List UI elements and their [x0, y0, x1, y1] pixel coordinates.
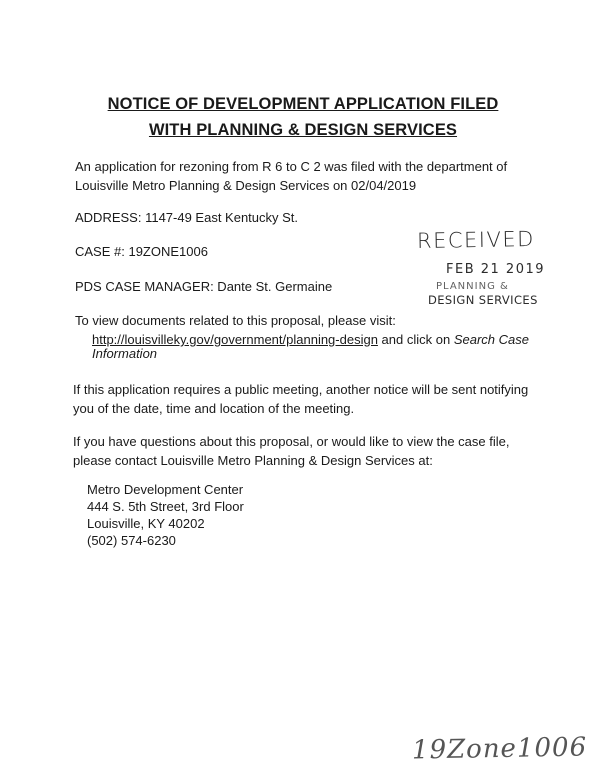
meeting-line2: you of the date, time and location of the meeting.: [73, 401, 355, 416]
docs-after-url: and click on: [377, 332, 454, 347]
case-manager: PDS CASE MANAGER: Dante St. Germaine: [75, 279, 333, 294]
stamp-dept-line2: DESIGN SERVICES: [428, 293, 538, 307]
contact-phone: (502) 574-6230: [87, 533, 176, 548]
stamp-date: FEB 21 2019: [446, 262, 546, 277]
notice-title-line1: NOTICE OF DEVELOPMENT APPLICATION FILED: [107, 95, 499, 113]
contact-street: 444 S. 5th Street, 3rd Floor: [87, 499, 244, 514]
notice-title-line2: WITH PLANNING & DESIGN SERVICES: [148, 121, 458, 139]
intro-line1: An application for rezoning from R 6 to C 2 was filed with the department of: [75, 159, 508, 174]
docs-link-line: [92, 331, 529, 349]
view-docs-line: To view documents related to this proposal, please visit:: [75, 313, 396, 328]
information-text: Information: [92, 346, 158, 361]
meeting-line1: If this application requires a public meeting, another notice will be sent notifying: [73, 382, 529, 397]
case-number: CASE #: 19ZONE1006: [75, 244, 208, 259]
stamp-received-text: RECEIVED: [416, 226, 535, 254]
intro-line2: Louisville Metro Planning & Design Services on 02/04/2019: [75, 178, 417, 193]
address-line: ADDRESS: 1147-49 East Kentucky St.: [75, 210, 299, 225]
contact-name: Metro Development Center: [87, 482, 244, 497]
stamp-dept-line1: PLANNING &: [436, 281, 509, 292]
questions-line1: If you have questions about this proposal, or would like to view the case file,: [73, 434, 510, 449]
questions-line2: please contact Louisville Metro Planning & Design Services at:: [73, 453, 433, 468]
handwritten-case-note: 19Zone1006: [411, 732, 588, 766]
contact-city: Louisville, KY 40202: [87, 516, 205, 531]
search-case-text: Search Case: [453, 332, 529, 347]
docs-url-link[interactable]: http://louisvilleky.gov/government/planning-design: [92, 332, 378, 347]
